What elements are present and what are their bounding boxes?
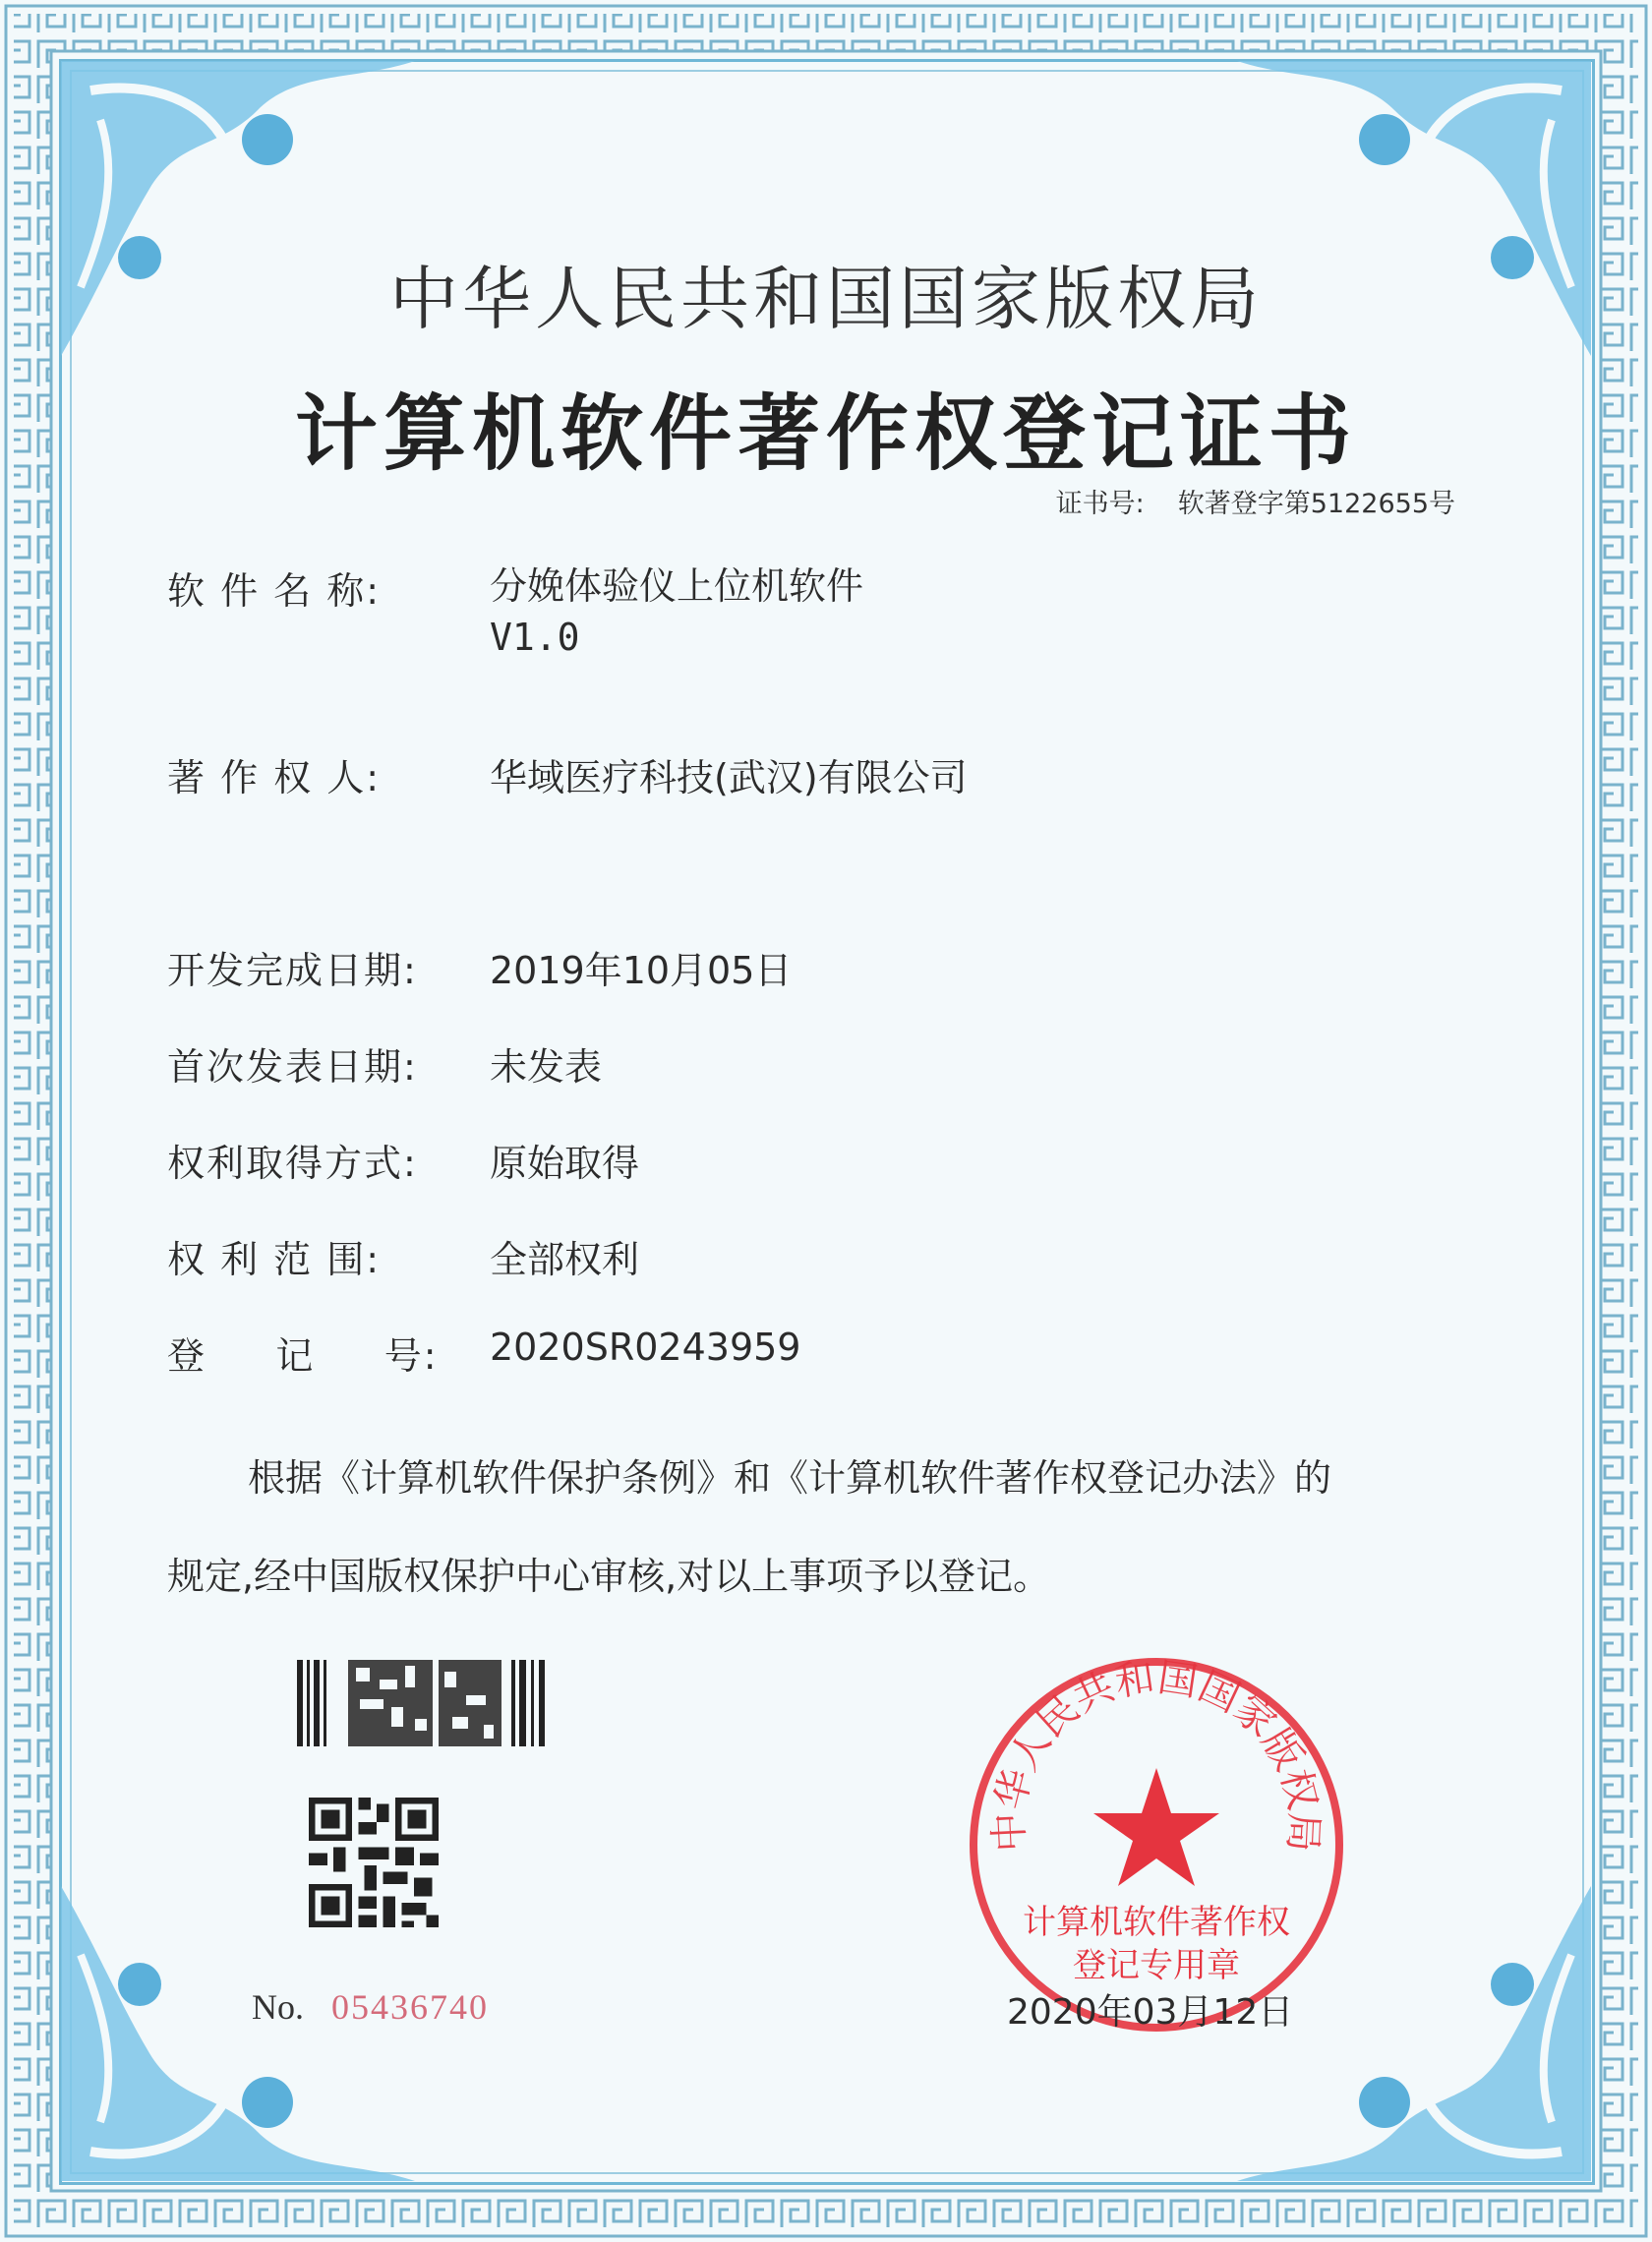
field-label: 登 记 号: — [167, 1334, 439, 1378]
barcode — [297, 1660, 549, 1746]
seal-inner-line-1: 计算机软件著作权 — [1023, 1903, 1290, 1942]
certificate-title: 计算机软件著作权登记证书 — [294, 385, 1357, 482]
serial-value: 05436740 — [331, 1987, 489, 2027]
field-completion-date — [167, 940, 792, 994]
field-label: 权利取得方式: — [167, 1142, 418, 1185]
official-seal — [960, 1648, 1353, 2041]
field-label: 权 利 范 围: — [167, 1238, 382, 1281]
field-first-publication-date — [167, 1036, 602, 1091]
field-value: 2019年10月05日 — [490, 949, 793, 992]
corner-ornament-bottom-left — [61, 1886, 415, 2181]
field-scope-of-rights — [167, 1229, 639, 1283]
field-value: 华域医疗科技(武汉)有限公司 — [490, 756, 968, 799]
field-registration-no — [167, 1326, 800, 1380]
statement-line-2: 规定,经中国版权保护中心审核,对以上事项予以登记。 — [167, 1555, 1051, 1598]
field-value: 原始取得 — [490, 1142, 640, 1185]
qr-code — [309, 1798, 439, 1927]
field-copyright-owner — [167, 747, 968, 801]
issuing-authority: 中华人民共和国国家版权局 — [389, 259, 1263, 339]
field-label: 软 件 名 称: — [167, 569, 382, 613]
statement-line-1: 根据《计算机软件保护条例》和《计算机软件著作权登记办法》的 — [248, 1456, 1332, 1500]
certificate-number-value: 软著登字第5122655号 — [1177, 489, 1455, 519]
certificate-number — [1056, 482, 1455, 520]
certificate-number-label: 证书号: — [1055, 489, 1145, 519]
field-label: 首次发表日期: — [167, 1045, 418, 1089]
field-value — [490, 560, 863, 663]
seal-outer-text: 中华人民共和国国家版权局 — [986, 1654, 1327, 1854]
serial-number — [252, 1986, 489, 2028]
field-value: 全部权利 — [490, 1238, 640, 1281]
issue-date: 2020年03月12日 — [1007, 1992, 1294, 2033]
field-value: 未发表 — [490, 1045, 603, 1089]
software-name-line2: V1.0 — [490, 616, 580, 659]
field-label: 著 作 权 人: — [167, 756, 382, 799]
software-name-line1: 分娩体验仪上位机软件 — [490, 564, 864, 608]
serial-prefix: No. — [252, 1987, 304, 2027]
seal-inner-line-2: 登记专用章 — [1073, 1946, 1240, 1985]
field-acquisition-method — [167, 1133, 639, 1187]
field-software-name — [167, 560, 863, 663]
field-value: 2020SR0243959 — [490, 1326, 801, 1369]
field-label: 开发完成日期: — [167, 949, 418, 992]
